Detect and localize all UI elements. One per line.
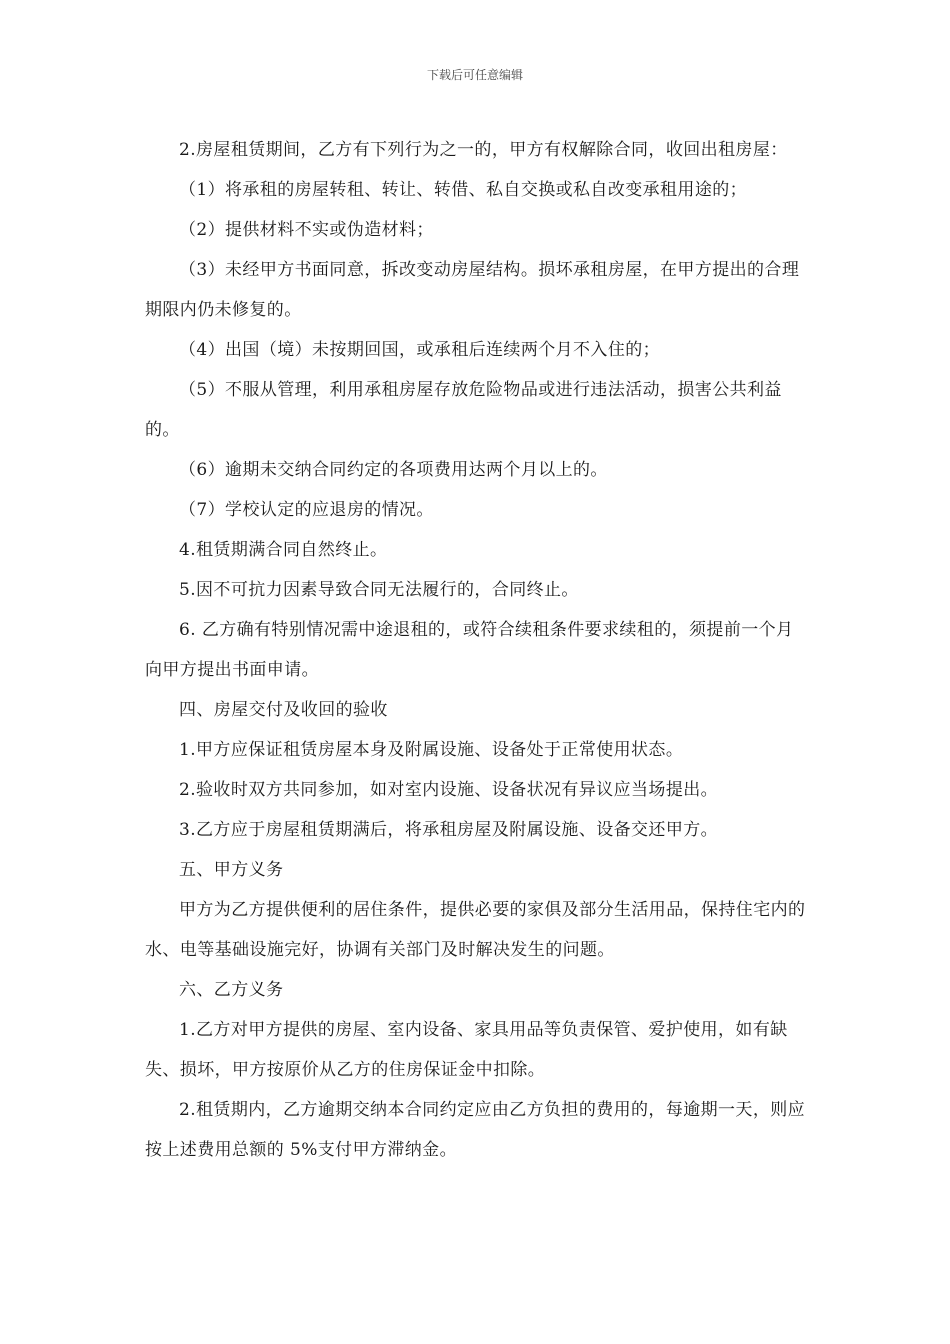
paragraph: 3.乙方应于房屋租赁期满后，将承租房屋及附属设施、设备交还甲方。 <box>179 820 719 840</box>
paragraph: 1.乙方对甲方提供的房屋、室内设备、家具用品等负责保管、爱护使用，如有缺失、损坏，甲方按原价从乙方的住房保证金中扣除。 <box>145 1020 788 1080</box>
section-heading: 四、房屋交付及收回的验收 <box>179 700 388 720</box>
section-heading: 六、乙方义务 <box>179 980 284 1000</box>
paragraph: （4）出国（境）未按期回国，或承租后连续两个月不入住的； <box>179 340 661 360</box>
paragraph: 2.租赁期内，乙方逾期交纳本合同约定应由乙方负担的费用的，每逾期一天，则应按上述费用总额的 5%支付甲方滞纳金。 <box>145 1100 806 1160</box>
section-heading: 五、甲方义务 <box>179 860 284 880</box>
paragraph: （6）逾期未交纳合同约定的各项费用达两个月以上的。 <box>179 460 608 480</box>
paragraph: （7）学校认定的应退房的情况。 <box>179 500 434 520</box>
paragraph: 6. 乙方确有特别情况需中途退租的，或符合续租条件要求续租的，须提前一个月向甲方提出书面申请。 <box>145 620 794 680</box>
paragraph: 2.房屋租赁期间，乙方有下列行为之一的，甲方有权解除合同，收回出租房屋： <box>179 140 788 160</box>
paragraph: 甲方为乙方提供便利的居住条件，提供必要的家俱及部分生活用品，保持住宅内的水、电等基础设施完好，协调有关部门及时解决发生的问题。 <box>145 900 806 960</box>
paragraph: 5.因不可抗力因素导致合同无法履行的，合同终止。 <box>179 580 579 600</box>
paragraph: （3）未经甲方书面同意，拆改变动房屋结构。损坏承租房屋，在甲方提出的合理期限内仍未修复的。 <box>145 260 800 320</box>
paragraph: （5）不服从管理，利用承租房屋存放危险物品或进行违法活动，损害公共利益的。 <box>145 380 782 440</box>
paragraph: 2.验收时双方共同参加，如对室内设施、设备状况有异议应当场提出。 <box>179 780 719 800</box>
document-body <box>145 130 809 1170</box>
page-header: 下载后可任意编辑 <box>426 68 523 82</box>
paragraph: 4.租赁期满合同自然终止。 <box>179 540 388 560</box>
paragraph: （2）提供材料不实或伪造材料； <box>179 220 434 240</box>
paragraph: （1）将承租的房屋转租、转让、转借、私自交换或私自改变承租用途的； <box>179 180 748 200</box>
paragraph: 1.甲方应保证租赁房屋本身及附属设施、设备处于正常使用状态。 <box>179 740 684 760</box>
